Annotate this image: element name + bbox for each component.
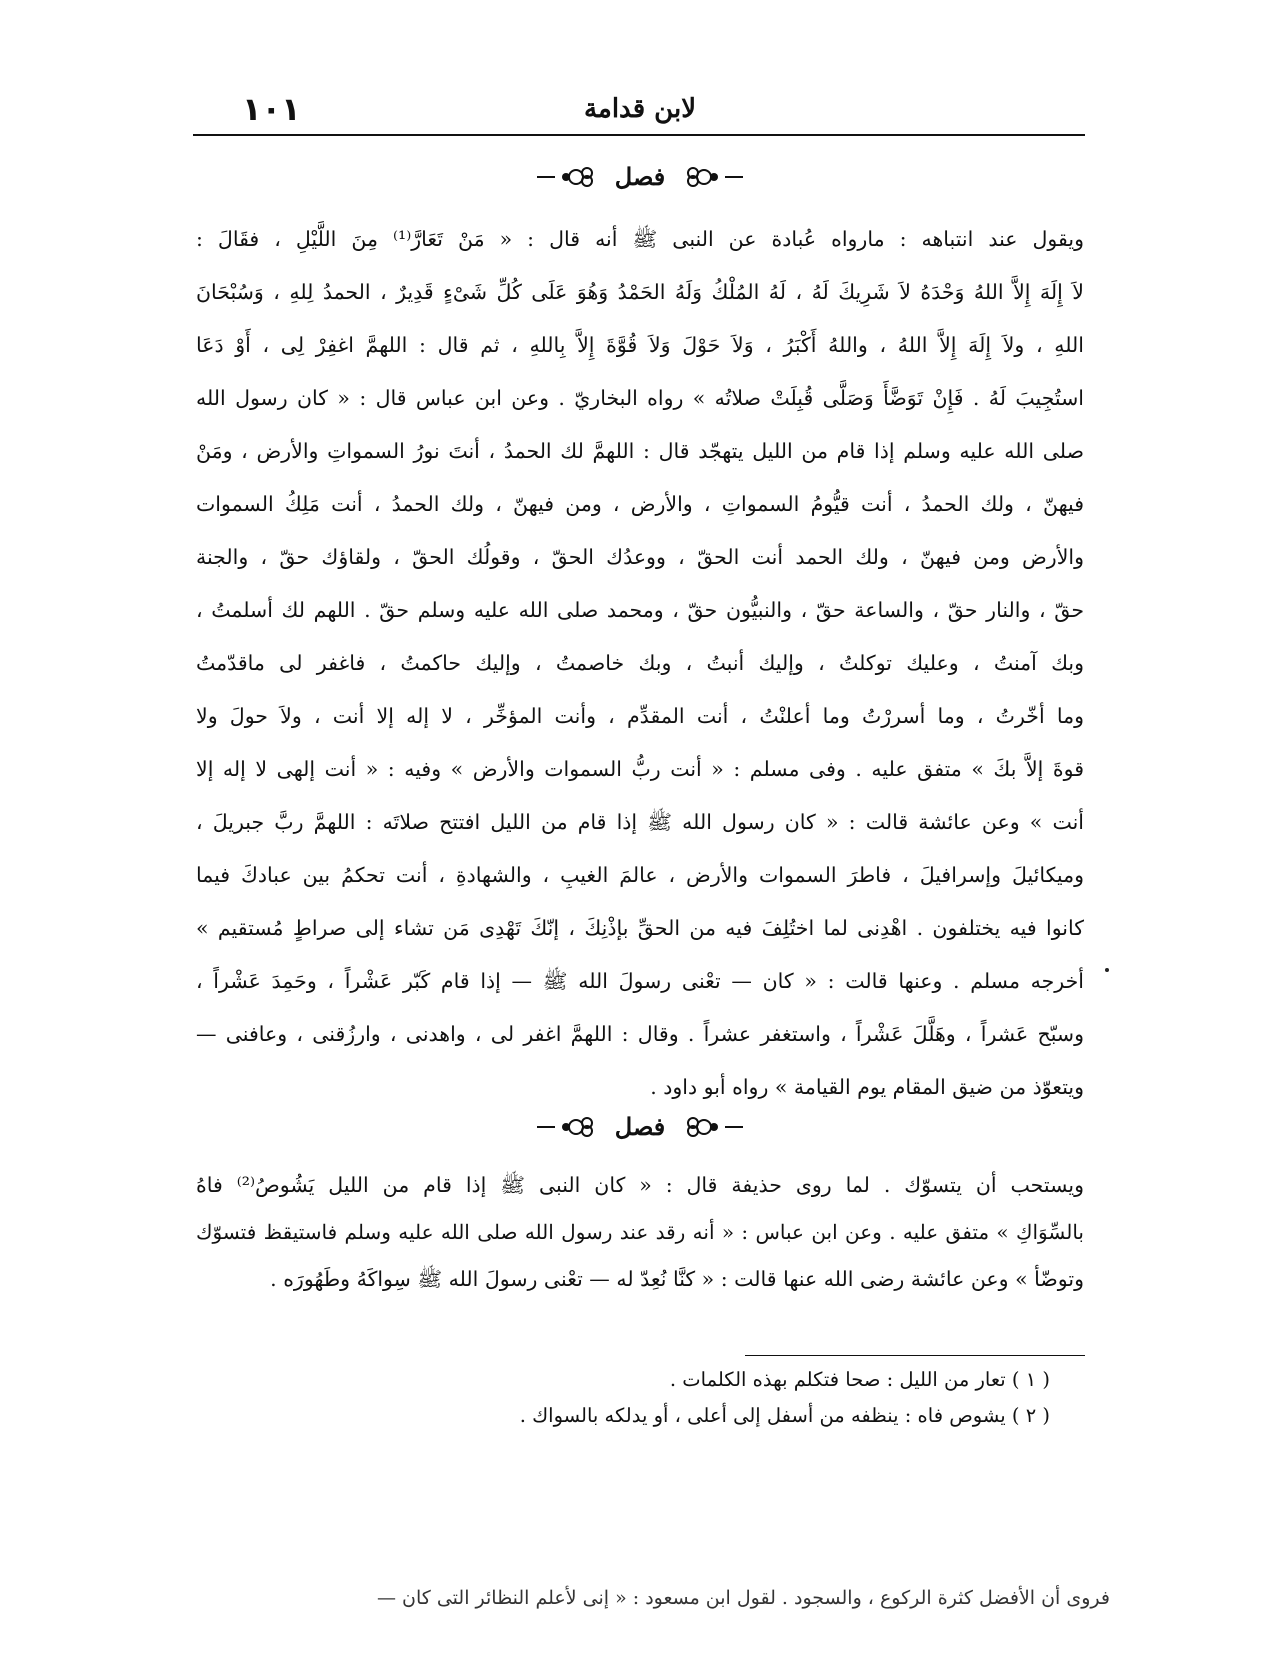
text-line: فيهنّ ، ولك الحمدُ ، أنت قيُّومُ السمواتِ ، والأرض ، ومن فيهنّ ، ولك الحمدُ ، أنت مَلِكُ السموات [196, 492, 1084, 516]
text-line: صلى الله عليه وسلم إذا قام من الليل يتهجّد قال : اللهمَّ لك الحمدُ ، أنتَ نورُ السمواتِ والأرض ، ومَنْ [196, 439, 1084, 463]
text-line: أنت » وعن عائشة قالت : « كان رسول الله ﷺ إذا قام من الليل افتتح صلاتَه : اللهمَّ ربَّ جبريلَ ، [196, 810, 1084, 834]
text-line: ويتعوّذ من ضيق المقام يوم القيامة » رواه أبو داود . [650, 1075, 1084, 1099]
section-heading-2 [190, 1112, 1090, 1146]
text-line: اللهِ ، ولاَ إِلَهَ إِلاَّ اللهُ ، واللهُ أَكْبَرُ ، وَلاَ حَوْلَ وَلاَ قُوَّةَ إِلاَّ بِاللهِ ، ثم قال : اللهمَّ اغفِرْ لِى ، أَوْ دَعَا [196, 333, 1084, 357]
section-title: فصل [614, 1112, 666, 1141]
text-line: وبك آمنتُ ، وعليك توكلتُ ، وإليك أنبتُ ، وبك خاصمتُ ، وإليك حاكمتُ ، فاغفر لى ماقدّمتُ [196, 651, 1084, 675]
section-body-1 [196, 213, 1084, 1114]
section-title: فصل [614, 162, 666, 191]
ornament-icon [684, 166, 720, 188]
flourish-right [537, 176, 555, 178]
flourish-left [725, 176, 743, 178]
text-line: وميكائيلَ وإسرافيلَ ، فاطرَ السموات والأرض ، عالمَ الغيبِ ، والشهادةِ ، أنت تحكمُ بين عبادكَ فيما [196, 863, 1084, 887]
running-head [190, 90, 1090, 130]
text-line: وسبّح عَشراً ، وهَلَّلَ عَشْراً ، واستغفر عشراً . وقال : اللهمَّ اغفر لى ، واهدنى ، وارزُقنى ، وعافنى — [196, 1022, 1084, 1046]
section-body-2 [196, 1162, 1084, 1303]
section-heading-1 [190, 162, 1090, 196]
text-line: حقّ ، والنار حقّ ، والساعة حقّ ، والنبيُّون حقّ ، ومحمد صلى الله عليه وسلم حقّ . اللهم لك أسلمتُ ، [196, 598, 1084, 622]
ornament-icon [684, 1116, 720, 1138]
header-rule [193, 134, 1085, 136]
text-line: قوةَ إلاَّ بكَ » متفق عليه . وفى مسلم : « أنت ربُّ السموات والأرض » وفيه : « أنت إلهى لا إله إلا [196, 757, 1084, 781]
text-line: والأرض ومن فيهنّ ، ولك الحمد أنت الحقّ ، ووعدُك الحقّ ، وقولُك الحقّ ، ولقاؤك حقّ ، والجنة [196, 545, 1084, 569]
text-line: استُجِيبَ لَهُ . فَإِنْ تَوَضَّأَ وَصَلَّى قُبِلَتْ صلاتُه » رواه البخاريّ . وعن ابن عباس قال : « كان رسول الله [196, 386, 1084, 410]
text-line: وتوضّأ » وعن عائشة رضى الله عنها قالت : « كنَّا نُعِدّ له — تعْنى رسولَ الله ﷺ سِواكَهُ وطَهُورَه . [270, 1267, 1084, 1291]
footnote-rule [745, 1355, 1085, 1356]
ornament-icon [560, 166, 596, 188]
book-title: لابن قدامة [583, 94, 697, 124]
footnote-2: ( ٢ ) يشوص فاه : ينظفه من أسفل إلى أعلى ، أو يدلكه بالسواك . [519, 1404, 1050, 1427]
text-line: ويقول عند انتباهه : مارواه عُبادة عن النبى ﷺ أنه قال : « مَنْ تَعَارَّ⁽¹⁾ مِنَ اللَّيْلِ ، فقَالَ : [196, 227, 1084, 251]
text-line: ويستحب أن يتسوّك . لما روى حذيفة قال : « كان النبى ﷺ إذا قام من الليل يَشُوصُ⁽²⁾ فاهُ [196, 1173, 1084, 1197]
text-line: بالسِّوَاكِ » متفق عليه . وعن ابن عباس : « أنه رقد عند رسول الله صلى الله عليه وسلم فاستيقظ فتسوّك [196, 1220, 1084, 1244]
text-line: أخرجه مسلم . وعنها قالت : « كان — تعْنى رسولَ الله ﷺ — إذا قام كَبّر عَشْراً ، وحَمِدَ عَشْراً ، [196, 969, 1084, 993]
text-line: كانوا فيه يختلفون . اهْدِنى لما اختُلِفَ فيه من الحقِّ بإذْنِكَ ، إنّكَ تَهْدِى مَن تشاء إلى صراطٍ مُستقيم » [196, 916, 1084, 940]
page-number: ١٠١ [242, 90, 301, 128]
footnotes [400, 1362, 1050, 1434]
flourish-right [537, 1126, 555, 1128]
next-page-bleed-line: فروى أن الأفضل كثرة الركوع ، والسجود . لقول ابن مسعود : « إنى لأعلم النظائر التى كان — [376, 1587, 1110, 1609]
text-line: وما أخّرتُ ، وما أسررْتُ وما أعلنْتُ ، أنت المقدِّم ، وأنت المؤخِّر ، لا إله إلا أنت ، ولاَ حولَ ولا [196, 704, 1084, 728]
scan-speck [1105, 968, 1109, 972]
text-line: لاَ إِلَهَ إِلاَّ اللهُ وَحْدَهُ لاَ شَرِيكَ لَهُ ، لَهُ المُلْكُ وَلَهُ الحَمْدُ وَهُوَ عَلَى كُلِّ شَىْءٍ قَدِيرٌ ، الحمدُ لِلهِ ، وَسُبْحَانَ [196, 280, 1084, 304]
footnote-1: ( ١ ) تعار من الليل : صحا فتكلم بهذه الكلمات . [669, 1368, 1050, 1391]
ornament-icon [560, 1116, 596, 1138]
flourish-left [725, 1126, 743, 1128]
